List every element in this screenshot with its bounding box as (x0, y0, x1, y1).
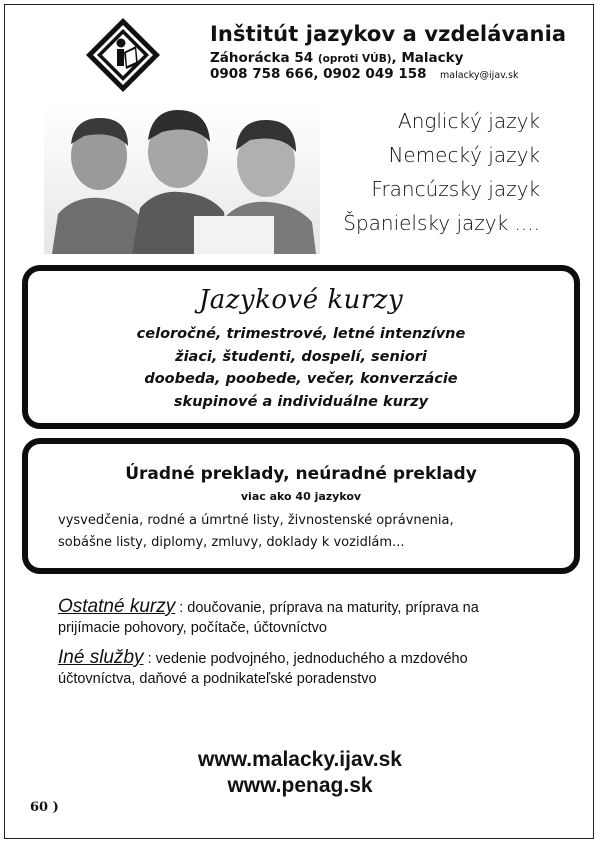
language-item: Nemecký jazyk (388, 143, 540, 167)
institute-logo (84, 16, 162, 94)
website-link[interactable]: www.penag.sk (227, 774, 373, 797)
courses-box (22, 265, 580, 429)
website-link[interactable]: www.malacky.ijav.sk (198, 748, 402, 771)
other-courses-paragraph (58, 597, 518, 638)
other-services-paragraph (58, 648, 518, 689)
translations-heading: Úradné preklady, neúradné preklady (125, 464, 477, 484)
page-number: 60 ) (30, 800, 59, 815)
translations-lines (58, 510, 454, 554)
translations-line: vysvedčenia, rodné a úmrtné listy, živnostenské oprávnenia, (58, 513, 454, 528)
email-address: malacky@ijav.sk (440, 70, 519, 81)
institute-title: Inštitút jazykov a vzdelávania (210, 22, 567, 46)
address-city: , Malacky (391, 50, 464, 66)
translations-box (22, 438, 580, 574)
other-courses-label: Ostatné kurzy (58, 596, 176, 617)
language-item: Anglický jazyk (398, 109, 540, 133)
courses-line: žiaci, študenti, dospelí, seniori (175, 348, 427, 365)
children-photo (44, 104, 320, 254)
courses-line: skupinové a individuálne kurzy (173, 393, 429, 410)
translations-subheading: viac ako 40 jazykov (240, 490, 362, 503)
other-courses-text: : doučovanie, príprava na maturity, príprava na prijímacie pohovory, počítače, účtovníctvo (58, 600, 479, 636)
translations-line: sobášne listy, diplomy, zmluvy, doklady k vozidlám... (58, 535, 405, 550)
address-note: (oproti VÚB) (317, 53, 392, 65)
courses-heading: Jazykové kurzy (198, 285, 404, 315)
language-item: Francúzsky jazyk (371, 177, 540, 201)
language-item: Španielsky jazyk .... (343, 211, 540, 235)
courses-line: celoročné, trimestrové, letné intenzívne (136, 326, 466, 342)
courses-lines (28, 323, 574, 413)
other-services-label: Iné služby (58, 647, 144, 668)
phone-numbers: 0908 758 666, 0902 049 158 (210, 66, 427, 82)
other-services-text: : vedenie podvojného, jednoduchého a mzdového účtovníctva, daňové a podnikateľské poradenstvo (58, 651, 468, 687)
other-services (58, 597, 518, 699)
address-line (210, 50, 463, 66)
address-main: Záhorácka 54 (210, 50, 314, 66)
languages-list (330, 104, 540, 240)
courses-line: doobeda, poobede, večer, konverzácie (144, 371, 458, 387)
